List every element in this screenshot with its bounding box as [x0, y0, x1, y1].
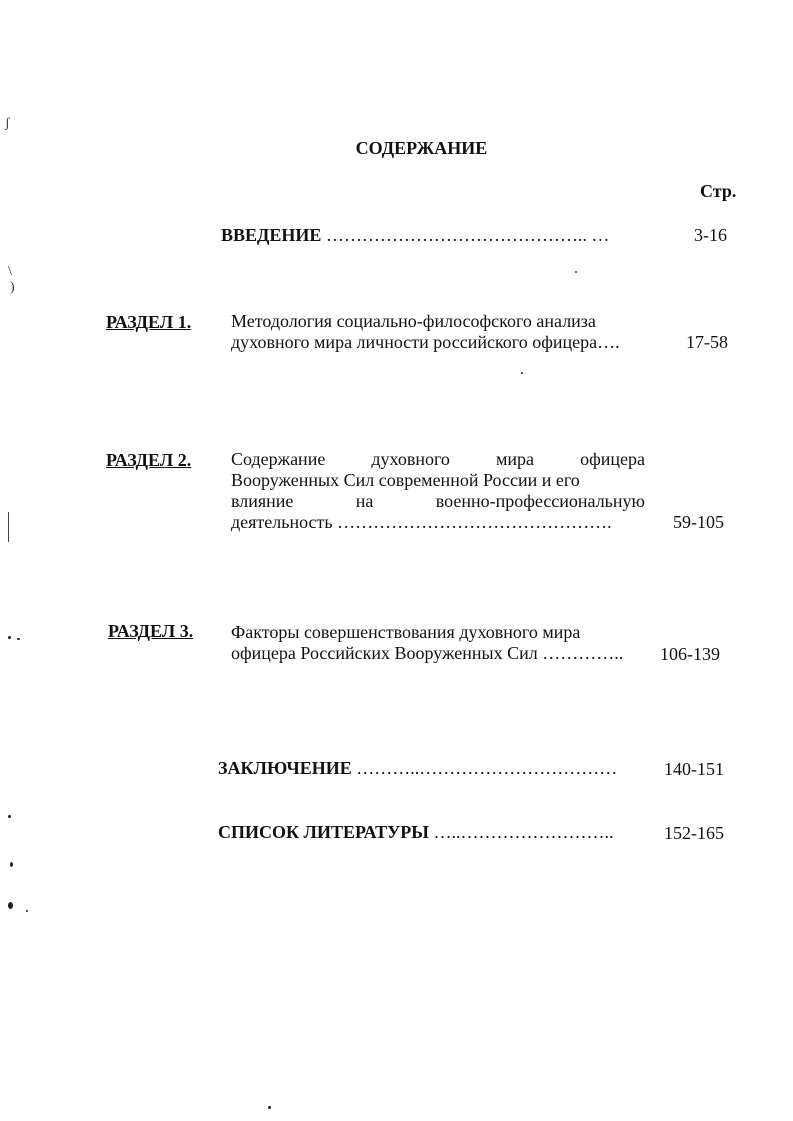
- section-1-title: [231, 311, 620, 353]
- word: на: [355, 491, 374, 511]
- scan-artifact-speck: [8, 902, 13, 909]
- toc-leader-dots: …………………………………….. …: [325, 225, 610, 245]
- scan-artifact-speck: [10, 862, 13, 867]
- scan-artifact-speck: [8, 815, 11, 818]
- toc-entry-label: ВВЕДЕНИЕ: [221, 225, 322, 245]
- toc-page-range: 17-58: [686, 332, 728, 352]
- toc-leader-dots: …..……………………..: [433, 822, 614, 842]
- toc-entry-references: [218, 822, 613, 843]
- scan-artifact-speck: [575, 271, 577, 273]
- section-1-title-line: духовного мира личности российского офицера….: [231, 332, 620, 352]
- word: Содержание: [231, 449, 326, 469]
- toc-page-range: 3-16: [694, 225, 727, 245]
- word: мира: [496, 449, 535, 469]
- toc-page-range: 152-165: [664, 823, 724, 843]
- toc-page-range: 59-105: [673, 512, 724, 532]
- scan-artifact-mark: \: [8, 264, 12, 279]
- section-2-title-line: [231, 449, 645, 470]
- pages-column-header: Стр.: [700, 181, 737, 201]
- section-2-label: РАЗДЕЛ 2.: [106, 450, 192, 470]
- scan-artifact-speck: [8, 636, 11, 639]
- section-3-title-line: Факторы совершенствования духовного мира: [231, 622, 581, 642]
- toc-entry-intro: [221, 225, 609, 246]
- scan-artifact-speck: [268, 1106, 271, 1109]
- section-1-label: РАЗДЕЛ 1.: [106, 312, 192, 332]
- toc-entry-label: ЗАКЛЮЧЕНИЕ: [218, 758, 352, 778]
- toc-entry-conclusion: [218, 758, 617, 779]
- section-3-label: РАЗДЕЛ 3.: [108, 621, 194, 641]
- page-title: СОДЕРЖАНИЕ: [355, 138, 488, 158]
- section-2-title-line: Вооруженных Сил современной России и его: [231, 470, 580, 490]
- toc-page-range: 106-139: [660, 644, 720, 664]
- section-2-title-line: деятельность ……………………………………….: [231, 512, 612, 532]
- word: военно-профессиональную: [435, 491, 645, 511]
- section-3-title: [231, 622, 623, 664]
- section-2-title-line: [231, 491, 645, 512]
- word: влияние: [231, 491, 294, 511]
- word: офицера: [580, 449, 645, 469]
- toc-page-range: 140-151: [664, 759, 724, 779]
- scan-artifact-speck: [17, 638, 20, 640]
- scan-artifact-speck: [521, 372, 523, 374]
- toc-entry-label: СПИСОК ЛИТЕРАТУРЫ: [218, 822, 429, 842]
- section-3-title-line: офицера Российских Вооруженных Сил …………..: [231, 643, 624, 663]
- word: духовного: [371, 449, 450, 469]
- section-1-title-line: Методология социально-философского анализа: [231, 311, 596, 331]
- scan-artifact-speck: [26, 910, 28, 912]
- scan-artifact-line: [8, 512, 9, 542]
- scan-artifact-mark: ): [10, 280, 15, 295]
- scan-artifact-mark: ʃ: [5, 116, 10, 131]
- toc-leader-dots: ………..……………………………: [356, 758, 618, 778]
- section-2-title: [231, 449, 645, 533]
